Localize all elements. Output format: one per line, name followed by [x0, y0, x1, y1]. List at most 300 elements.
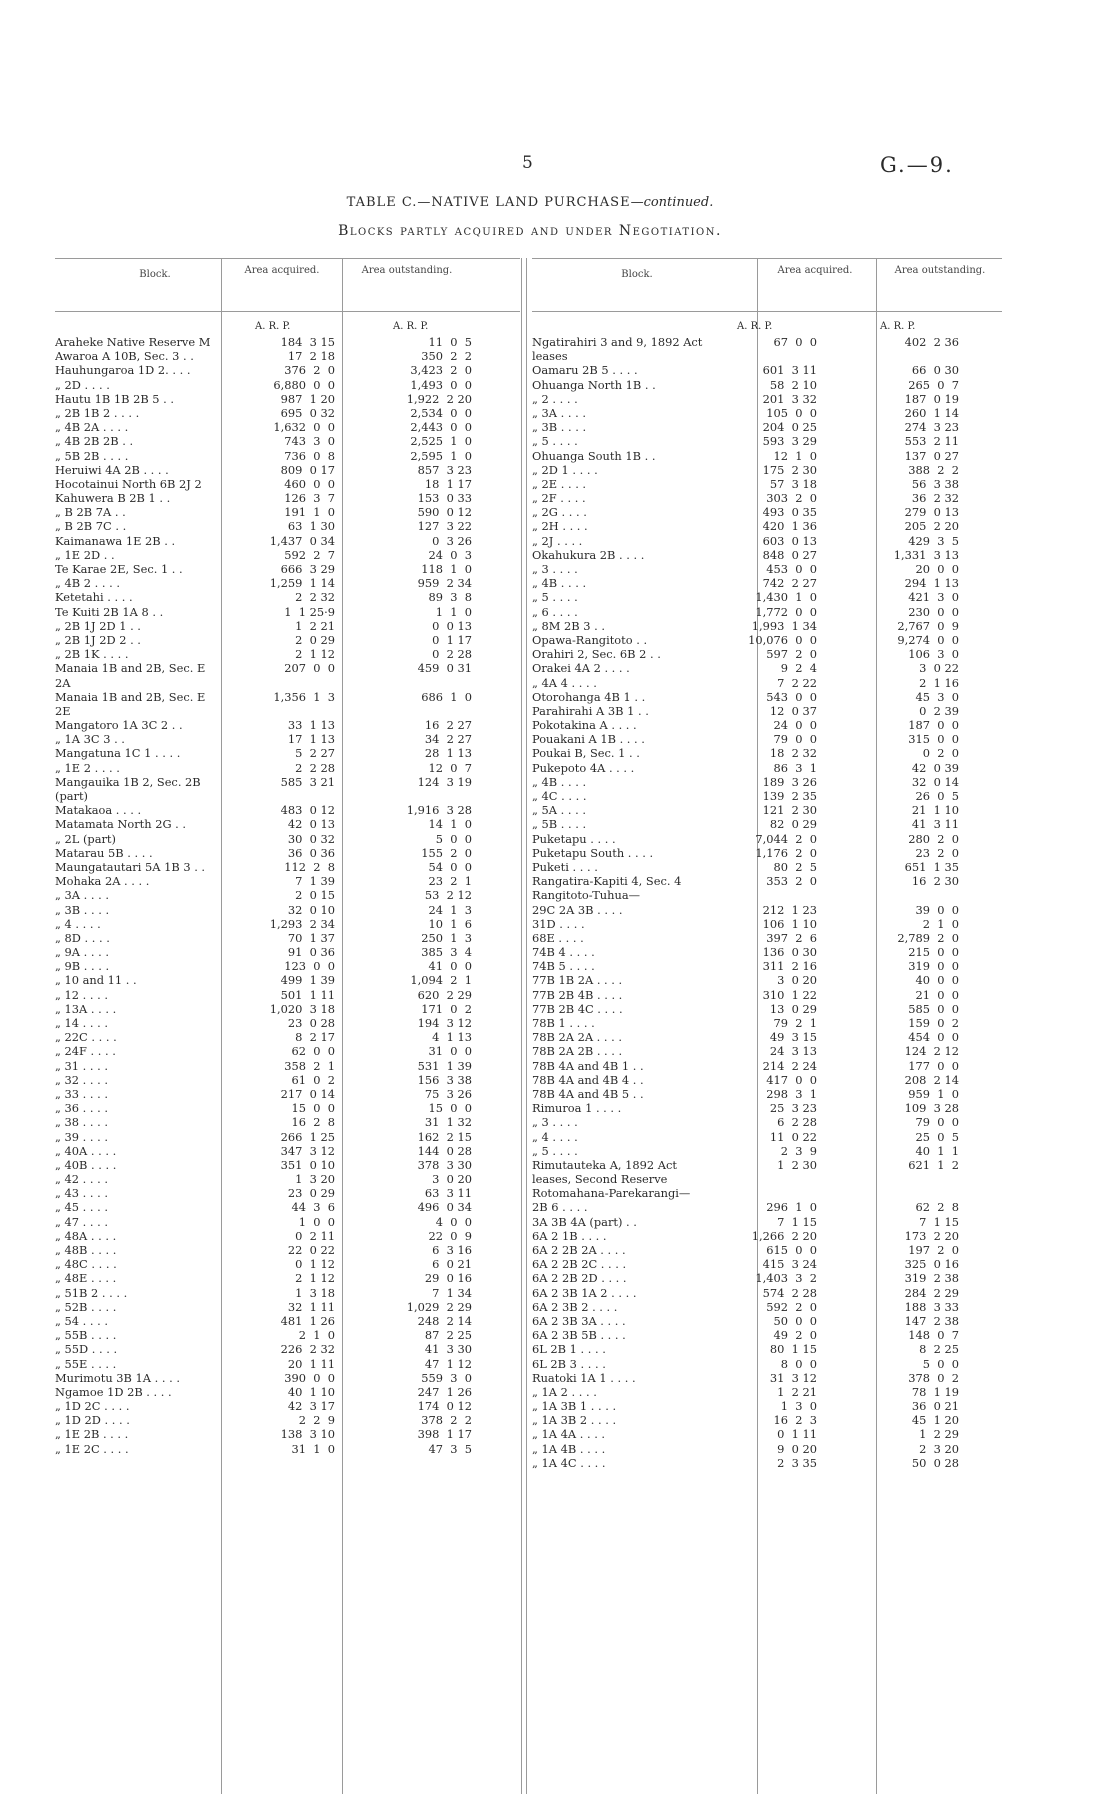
area-acquired: 42 0 13 — [287, 817, 335, 832]
area-outstanding: 41 3 11 — [911, 817, 959, 832]
block-name: „ 1A 4C . . . . — [532, 1455, 606, 1470]
block-name: „ 55E . . . . — [55, 1356, 117, 1371]
table-row — [55, 1130, 520, 1144]
block-name: Opawa-Rangitoto . . — [532, 632, 648, 647]
block-name: 31D . . . . — [532, 916, 585, 931]
area-acquired: 138 3 10 — [280, 1427, 335, 1442]
area-acquired: 1,020 3 18 — [269, 1001, 335, 1016]
area-outstanding: 2,534 0 0 — [410, 405, 472, 420]
table-row — [55, 633, 520, 647]
area-outstanding: 6 0 21 — [432, 1257, 472, 1272]
block-name: „ 4A 4 . . . . — [532, 675, 597, 690]
block-name: Puketi . . . . — [532, 859, 598, 874]
area-outstanding: 162 2 15 — [417, 1129, 472, 1144]
area-outstanding: 109 3 28 — [904, 1101, 959, 1116]
block-name: 2A — [55, 675, 71, 690]
area-acquired: 79 0 0 — [773, 732, 817, 747]
block-name: „ 9A . . . . — [55, 945, 109, 960]
table-row — [532, 434, 1002, 448]
area-acquired: 13 0 29 — [769, 1001, 817, 1016]
table-row — [532, 690, 1002, 704]
block-name: 3A 3B 4A (part) . . — [532, 1214, 637, 1229]
block-name: „ 1A 4A . . . . — [532, 1427, 606, 1442]
block-name: „ 22C . . . . — [55, 1030, 117, 1045]
block-name: Mangatoro 1A 3C 2 . . — [55, 718, 183, 733]
area-acquired: 501 1 11 — [280, 987, 335, 1002]
area-outstanding: 31 1 32 — [424, 1115, 472, 1130]
area-acquired: 615 0 0 — [766, 1243, 817, 1257]
area-outstanding: 250 1 3 — [421, 930, 472, 945]
area-acquired: 2 3 35 — [777, 1455, 817, 1470]
block-name: „ 52B . . . . — [55, 1299, 117, 1314]
table-row — [55, 1002, 520, 1016]
block-name: „ 3B . . . . — [532, 420, 587, 435]
area-acquired: 136 0 30 — [762, 945, 817, 960]
block-name: Ohuanga North 1B . . — [532, 377, 656, 392]
block-name: 77B 2B 4B . . . . — [532, 987, 623, 1002]
area-acquired: 204 0 25 — [762, 420, 817, 435]
area-outstanding: 553 2 11 — [904, 434, 959, 449]
area-outstanding: 402 2 36 — [904, 335, 959, 349]
table-row — [55, 761, 520, 775]
area-acquired: 603 0 13 — [762, 533, 817, 548]
block-name: „ 2 . . . . — [532, 391, 578, 406]
area-outstanding: 23 2 0 — [915, 845, 959, 860]
area-outstanding: 421 3 0 — [908, 590, 959, 605]
area-acquired: 420 1 36 — [762, 519, 817, 534]
table-row — [55, 1371, 520, 1385]
block-name: 78B 4A and 4B 1 . . — [532, 1058, 644, 1073]
area-acquired: 1 1 25·9 — [284, 604, 335, 619]
area-acquired: 226 2 32 — [280, 1342, 335, 1357]
area-acquired: 397 2 6 — [766, 930, 817, 945]
block-name: „ 5A . . . . — [532, 803, 586, 818]
table-row — [55, 562, 520, 576]
table-row — [55, 1087, 520, 1101]
table-row — [532, 903, 1002, 917]
area-acquired: 417 0 0 — [766, 1072, 817, 1087]
area-outstanding: 651 1 35 — [904, 859, 959, 874]
block-name: Poukai B, Sec. 1 . . — [532, 746, 640, 761]
table-row — [532, 491, 1002, 505]
area-outstanding: 1,331 3 13 — [893, 547, 959, 562]
area-outstanding: 62 2 8 — [915, 1200, 959, 1215]
area-acquired: 1,430 1 0 — [755, 590, 817, 605]
table-row — [55, 406, 520, 420]
table-row — [55, 1271, 520, 1285]
area-outstanding: 319 2 38 — [904, 1271, 959, 1286]
area-outstanding: 2 1 16 — [919, 675, 959, 690]
area-outstanding: 248 2 14 — [417, 1313, 472, 1328]
area-outstanding: 5 0 0 — [922, 1356, 959, 1371]
table-row — [532, 335, 1002, 349]
table-row — [55, 917, 520, 931]
block-name: „ B 2B 7C . . — [55, 519, 127, 534]
area-outstanding: 79 0 0 — [915, 1115, 959, 1130]
block-name: „ 2D 1 . . . . — [532, 462, 598, 477]
area-outstanding: 40 0 0 — [915, 973, 959, 988]
block-name: „ 45 . . . . — [55, 1200, 108, 1215]
area-acquired: 736 0 8 — [284, 448, 335, 463]
table-row — [532, 505, 1002, 519]
table-row — [55, 732, 520, 746]
table-row — [532, 1044, 1002, 1058]
area-acquired: 0 2 11 — [295, 1228, 335, 1243]
area-acquired: 86 3 1 — [773, 760, 817, 775]
area-acquired: 1,437 0 34 — [269, 533, 335, 548]
block-name: „ 3A . . . . — [55, 888, 109, 903]
table-row — [55, 1172, 520, 1186]
table-row — [532, 1130, 1002, 1144]
area-acquired: 1 3 0 — [780, 1399, 817, 1414]
area-outstanding: 1,094 2 1 — [410, 973, 472, 988]
block-name: Pukepoto 4A . . . . — [532, 760, 635, 775]
area-acquired: 296 1 0 — [766, 1200, 817, 1215]
area-outstanding: 265 0 7 — [908, 377, 959, 392]
block-name: 74B 4 . . . . — [532, 945, 595, 960]
table-row — [532, 1243, 1002, 1257]
area-acquired: 12 1 0 — [773, 448, 817, 463]
area-acquired: 597 2 0 — [766, 647, 817, 662]
area-acquired: 31 3 12 — [769, 1370, 817, 1385]
area-acquired: 2 1 12 — [295, 1271, 335, 1286]
table-row — [55, 1101, 520, 1115]
area-outstanding: 24 1 3 — [428, 902, 472, 917]
area-outstanding: 1,029 2 29 — [406, 1299, 472, 1314]
area-acquired: 1,403 3 2 — [755, 1271, 817, 1286]
area-acquired: 12 0 37 — [769, 703, 817, 718]
area-acquired: 16 2 3 — [773, 1413, 817, 1428]
area-outstanding: 194 3 12 — [417, 1016, 472, 1030]
area-acquired: 390 0 0 — [284, 1370, 335, 1385]
area-outstanding: 378 0 2 — [908, 1370, 959, 1385]
table-row — [532, 846, 1002, 860]
units-row — [532, 316, 1002, 335]
area-outstanding: 959 2 34 — [417, 576, 472, 591]
table-row — [532, 817, 1002, 831]
table-row — [532, 803, 1002, 817]
block-name: „ 8M 2B 3 . . — [532, 618, 606, 633]
area-outstanding: 50 0 28 — [911, 1455, 959, 1470]
block-name: 78B 2A 2B . . . . — [532, 1044, 623, 1059]
area-acquired: 23 0 28 — [287, 1016, 335, 1030]
table-header — [55, 258, 520, 312]
table-row — [532, 746, 1002, 760]
area-acquired: 7 1 39 — [295, 874, 335, 889]
table-row — [532, 973, 1002, 987]
area-acquired: 543 0 0 — [766, 689, 817, 704]
block-name: Oamaru 2B 5 . . . . — [532, 363, 638, 378]
left-table — [55, 258, 520, 1456]
area-outstanding: 78 1 19 — [911, 1384, 959, 1399]
block-name: Manaia 1B and 2B, Sec. E — [55, 661, 206, 676]
table-row — [532, 1456, 1002, 1470]
table-row — [55, 491, 520, 505]
area-outstanding: 378 2 2 — [421, 1413, 472, 1428]
area-outstanding: 260 1 14 — [904, 405, 959, 420]
area-acquired: 80 1 15 — [769, 1342, 817, 1357]
area-outstanding: 187 0 0 — [908, 718, 959, 733]
area-outstanding: 9,274 0 0 — [897, 632, 959, 647]
block-name: Matarau 5B . . . . — [55, 845, 153, 860]
area-outstanding: 124 3 19 — [417, 774, 472, 789]
table-row — [55, 1215, 520, 1229]
area-outstanding: 205 2 20 — [904, 519, 959, 534]
block-name: „ 48C . . . . — [55, 1257, 117, 1272]
table-row — [532, 562, 1002, 576]
area-acquired: 310 1 22 — [762, 987, 817, 1002]
area-outstanding: 177 0 0 — [908, 1058, 959, 1073]
table-row — [532, 704, 1002, 718]
area-outstanding: 247 1 26 — [417, 1384, 472, 1399]
area-outstanding: 325 0 16 — [904, 1257, 959, 1272]
area-outstanding: 127 3 22 — [417, 519, 472, 534]
area-acquired: 499 1 39 — [280, 973, 335, 988]
area-outstanding: 12 0 7 — [428, 760, 472, 775]
area-acquired: 358 2 1 — [284, 1058, 335, 1073]
area-acquired: 22 0 22 — [287, 1243, 335, 1257]
table-row — [532, 1413, 1002, 1427]
block-name: 78B 1 . . . . — [532, 1016, 595, 1030]
table-row — [55, 690, 520, 704]
units-acquired: A. R. P. — [737, 321, 773, 332]
block-name: „ 40B . . . . — [55, 1157, 117, 1172]
area-outstanding: 40 1 1 — [915, 1143, 959, 1158]
table-row — [532, 917, 1002, 931]
block-name: Pouakani A 1B . . . . — [532, 732, 645, 747]
block-name: Orakei 4A 2 . . . . — [532, 661, 630, 676]
area-outstanding: 188 3 33 — [904, 1299, 959, 1314]
block-name: „ 33 . . . . — [55, 1086, 108, 1101]
right-rows — [532, 335, 1002, 1470]
block-name: Ohuanga South 1B . . — [532, 448, 656, 463]
area-acquired: 347 3 12 — [280, 1143, 335, 1158]
area-acquired: 1,259 1 14 — [269, 576, 335, 591]
table-row — [55, 1044, 520, 1058]
area-acquired: 105 0 0 — [766, 405, 817, 420]
area-acquired: 666 3 29 — [280, 562, 335, 576]
area-outstanding: 15 0 0 — [428, 1101, 472, 1116]
area-outstanding: 0 3 26 — [432, 533, 472, 548]
area-outstanding: 106 3 0 — [908, 647, 959, 662]
block-name: „ 4B . . . . — [532, 576, 587, 591]
block-name: Mangauika 1B 2, Sec. 2B — [55, 774, 201, 789]
area-acquired: 453 0 0 — [766, 562, 817, 576]
table-row — [532, 1059, 1002, 1073]
table-row — [55, 860, 520, 874]
table-row — [55, 420, 520, 434]
table-row — [532, 874, 1002, 888]
area-outstanding: 124 2 12 — [904, 1044, 959, 1059]
area-outstanding: 3 0 20 — [432, 1172, 472, 1187]
table-row — [532, 718, 1002, 732]
block-name: „ 2F . . . . — [532, 491, 586, 506]
block-name: „ 31 . . . . — [55, 1058, 108, 1073]
table-row — [55, 1399, 520, 1413]
area-outstanding: 274 3 23 — [904, 420, 959, 435]
area-outstanding: 89 3 8 — [428, 590, 472, 605]
table-row — [55, 477, 520, 491]
area-outstanding: 63 3 11 — [424, 1186, 472, 1201]
area-acquired: 592 2 7 — [284, 547, 335, 562]
area-acquired: 91 0 36 — [287, 945, 335, 960]
area-outstanding: 147 2 38 — [904, 1313, 959, 1328]
area-acquired: 415 3 24 — [762, 1257, 817, 1272]
area-outstanding: 280 2 0 — [908, 831, 959, 846]
header-block: Block. — [621, 269, 653, 280]
area-outstanding: 686 1 0 — [421, 689, 472, 704]
area-outstanding: 42 0 39 — [911, 760, 959, 775]
area-acquired: 1,993 1 34 — [751, 618, 817, 633]
table-row — [55, 548, 520, 562]
area-outstanding: 621 1 2 — [908, 1157, 959, 1172]
table-row — [532, 1030, 1002, 1044]
area-acquired: 743 3 0 — [284, 434, 335, 449]
table-header — [532, 258, 1002, 312]
block-name: 68E . . . . — [532, 930, 584, 945]
area-acquired: 593 3 29 — [762, 434, 817, 449]
block-name: 77B 1B 2A . . . . — [532, 973, 623, 988]
area-outstanding: 29 0 16 — [424, 1271, 472, 1286]
area-acquired: 62 0 0 — [291, 1044, 335, 1059]
area-outstanding: 45 1 20 — [911, 1413, 959, 1428]
area-outstanding: 66 0 30 — [911, 363, 959, 378]
area-outstanding: 16 2 27 — [424, 718, 472, 733]
table-row — [532, 1286, 1002, 1300]
area-outstanding: 1 1 0 — [435, 604, 472, 619]
header-outstanding: Area outstanding. — [361, 265, 453, 276]
area-acquired: 1 2 21 — [295, 618, 335, 633]
area-outstanding: 56 3 38 — [911, 476, 959, 491]
block-name: „ 13A . . . . — [55, 1001, 117, 1016]
table-row — [55, 676, 520, 690]
area-acquired: 112 2 8 — [284, 859, 335, 874]
area-outstanding: 2,595 1 0 — [410, 448, 472, 463]
area-outstanding: 156 3 38 — [417, 1072, 472, 1087]
area-outstanding: 959 1 0 — [908, 1086, 959, 1101]
block-name: „ 14 . . . . — [55, 1016, 108, 1030]
table-row — [532, 860, 1002, 874]
area-outstanding: 32 0 14 — [911, 774, 959, 789]
area-acquired: 212 1 23 — [762, 902, 817, 917]
area-acquired: 18 2 32 — [769, 746, 817, 761]
area-outstanding: 39 0 0 — [915, 902, 959, 917]
area-acquired: 16 2 8 — [291, 1115, 335, 1130]
table-row — [55, 1342, 520, 1356]
block-name: „ 6 . . . . — [532, 604, 578, 619]
block-name: Manaia 1B and 2B, Sec. E — [55, 689, 206, 704]
header-acquired: Area acquired. — [244, 265, 320, 276]
block-name: 6A 2 3B 2 . . . . — [532, 1299, 618, 1314]
table-row — [55, 1300, 520, 1314]
block-name: Puketapu South . . . . — [532, 845, 654, 860]
block-name: „ 2B 1B 2 . . . . — [55, 405, 140, 420]
area-outstanding: 857 3 23 — [417, 462, 472, 477]
table-row — [532, 1399, 1002, 1413]
area-acquired: 50 0 0 — [773, 1313, 817, 1328]
area-outstanding: 24 0 3 — [428, 547, 472, 562]
block-name: „ 3B . . . . — [55, 902, 110, 917]
table-row — [55, 647, 520, 661]
area-acquired: 493 0 35 — [762, 505, 817, 520]
table-row — [532, 1158, 1002, 1172]
area-acquired: 695 0 32 — [280, 405, 335, 420]
area-acquired: 2 1 12 — [295, 647, 335, 662]
block-name: „ 1E 2D . . — [55, 547, 115, 562]
area-acquired: 1 3 18 — [295, 1285, 335, 1300]
area-acquired: 574 2 28 — [762, 1285, 817, 1300]
table-row — [532, 832, 1002, 846]
block-name: „ 2J . . . . — [532, 533, 583, 548]
block-name: „ 2B 1J 2D 1 . . — [55, 618, 141, 633]
area-outstanding: 87 2 25 — [424, 1328, 472, 1343]
table-row — [532, 1215, 1002, 1229]
table-row — [532, 1300, 1002, 1314]
area-acquired: 30 0 32 — [287, 831, 335, 846]
area-acquired: 2 2 9 — [298, 1413, 335, 1428]
area-acquired: 5 2 27 — [295, 746, 335, 761]
area-acquired: 82 0 29 — [769, 817, 817, 832]
block-name: 6L 2B 3 . . . . — [532, 1356, 606, 1371]
table-row — [532, 363, 1002, 377]
table-row — [532, 1357, 1002, 1371]
block-name: 6A 2 3B 1A 2 . . . . — [532, 1285, 637, 1300]
table-row — [55, 378, 520, 392]
block-name: Rimutauteka A, 1892 Act — [532, 1157, 677, 1172]
area-acquired: 2 2 28 — [295, 760, 335, 775]
table-row — [532, 633, 1002, 647]
block-name: „ 3 . . . . — [532, 1115, 578, 1130]
area-outstanding: 620 2 29 — [417, 987, 472, 1002]
area-outstanding: 41 3 30 — [424, 1342, 472, 1357]
table-row — [55, 519, 520, 533]
block-name: „ 4B 2 . . . . — [55, 576, 120, 591]
area-outstanding: 385 3 4 — [421, 945, 472, 960]
block-name: Pokotakina A . . . . — [532, 718, 637, 733]
area-outstanding: 3,423 2 0 — [410, 363, 472, 378]
block-name: 2B 6 . . . . — [532, 1200, 588, 1215]
table-row — [55, 1030, 520, 1044]
table-row — [55, 1328, 520, 1342]
area-outstanding: 208 2 14 — [904, 1072, 959, 1087]
area-outstanding: 174 0 12 — [417, 1399, 472, 1414]
area-outstanding: 585 0 0 — [908, 1001, 959, 1016]
area-outstanding: 41 0 0 — [428, 959, 472, 974]
area-outstanding: 171 0 2 — [421, 1001, 472, 1016]
table-row — [55, 1243, 520, 1257]
area-outstanding: 590 0 12 — [417, 505, 472, 520]
block-name: „ 2L (part) — [55, 831, 116, 846]
block-name: Heruiwi 4A 2B . . . . — [55, 462, 169, 477]
area-acquired: 460 0 0 — [284, 476, 335, 491]
area-outstanding: 53 2 12 — [424, 888, 472, 903]
area-acquired: 742 2 27 — [762, 576, 817, 591]
area-acquired: 2 0 15 — [295, 888, 335, 903]
header-acquired: Area acquired. — [777, 265, 853, 276]
table-row — [532, 732, 1002, 746]
area-outstanding: 54 0 0 — [428, 859, 472, 874]
area-acquired: 592 2 0 — [766, 1299, 817, 1314]
table-row — [55, 1115, 520, 1129]
block-name: 74B 5 . . . . — [532, 959, 595, 974]
block-name: Orahiri 2, Sec. 6B 2 . . — [532, 647, 661, 662]
block-name: „ 2B 1J 2D 2 . . — [55, 632, 141, 647]
block-name: „ B 2B 7A . . — [55, 505, 126, 520]
block-name: „ 3 . . . . — [532, 562, 578, 576]
table-row — [55, 1229, 520, 1243]
block-name: „ 54 . . . . — [55, 1313, 108, 1328]
block-name: „ 55B . . . . — [55, 1328, 117, 1343]
